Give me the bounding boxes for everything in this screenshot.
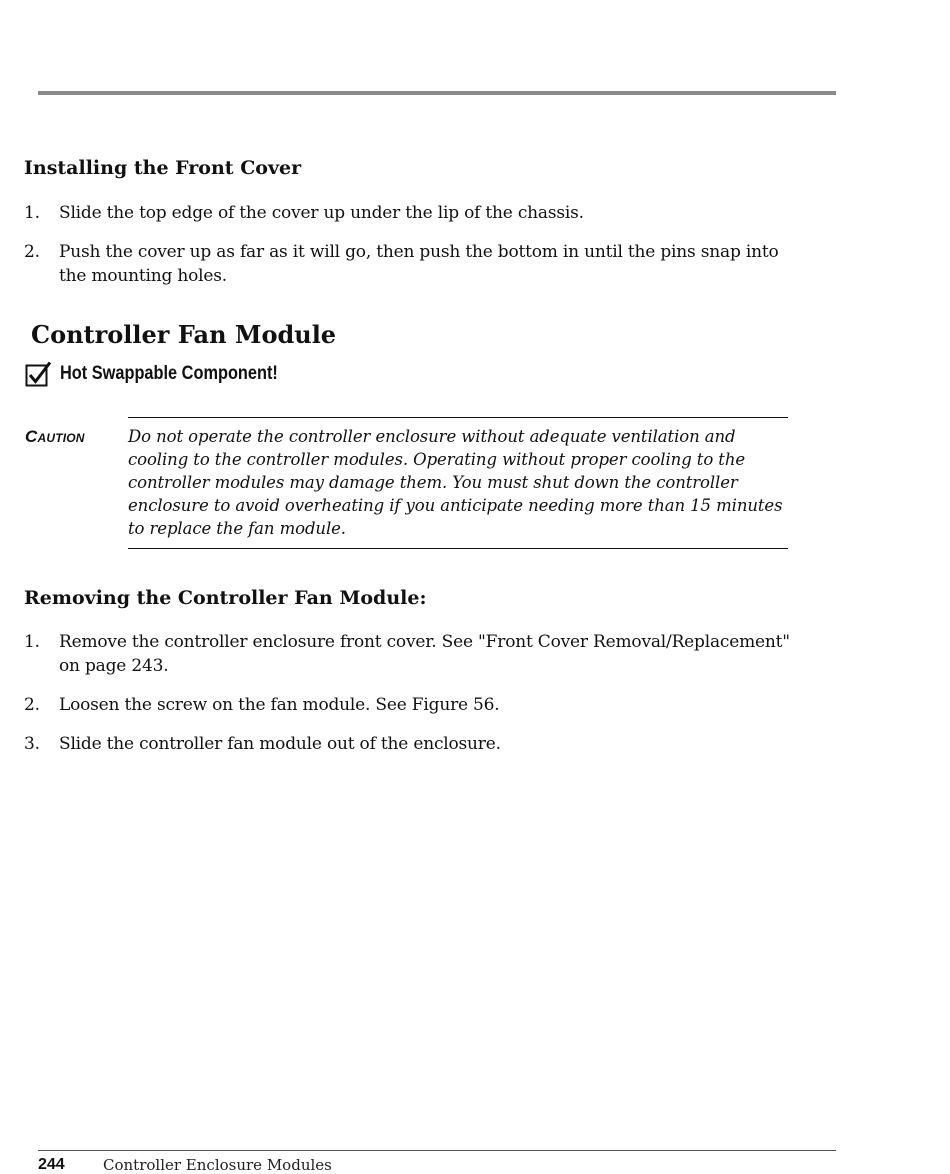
section-heading-controller-fan-module: Controller Fan Module — [31, 320, 337, 349]
footer-rule — [38, 1150, 836, 1151]
hot-swap-notice — [25, 358, 313, 390]
step-text: Remove the controller enclosure front cover. See "Front Cover Removal/Replacement" on page 243. — [59, 632, 790, 676]
step-text: Slide the controller fan module out of the enclosure. — [59, 734, 501, 754]
installing-steps-list — [24, 201, 804, 303]
step-number: 3. — [24, 734, 40, 754]
caution-bottom-rule — [128, 548, 788, 549]
list-item — [24, 240, 804, 288]
step-number: 2. — [24, 695, 40, 715]
list-item — [24, 630, 804, 678]
caution-label: Caution — [25, 427, 85, 446]
step-text: Push the cover up as far as it will go, then push the bottom in until the pins snap into the mounting holes. — [59, 242, 779, 286]
step-text: Slide the top edge of the cover up under the lip of the chassis. — [59, 203, 584, 223]
checkbox-checked-icon — [25, 361, 52, 388]
caution-text: Do not operate the controller enclosure without adequate ventilation and cooling to the controller modules. Operating without proper cooling to the controller modules may damage them. You must shut down the controller enclosure to avoid overheating if you anticipate needing more than 15 minutes to replace the fan module. — [128, 427, 783, 538]
section-heading-installing-front-cover: Installing the Front Cover — [24, 157, 302, 179]
step-number: 1. — [24, 632, 40, 652]
removing-steps-list — [24, 630, 804, 771]
list-item — [24, 732, 804, 756]
step-text: Loosen the screw on the fan module. See Figure 56. — [59, 695, 500, 715]
step-number: 2. — [24, 242, 40, 262]
header-rule — [38, 91, 836, 95]
hot-swap-label: Hot Swappable Component! — [60, 363, 278, 384]
step-number: 1. — [24, 203, 40, 223]
caution-top-rule — [128, 417, 788, 418]
list-item — [24, 693, 804, 717]
section-heading-removing-fan-module: Removing the Controller Fan Module: — [24, 587, 427, 609]
footer-section-title: Controller Enclosure Modules — [103, 1156, 332, 1174]
list-item — [24, 201, 804, 225]
page-number: 244 — [38, 1156, 65, 1173]
